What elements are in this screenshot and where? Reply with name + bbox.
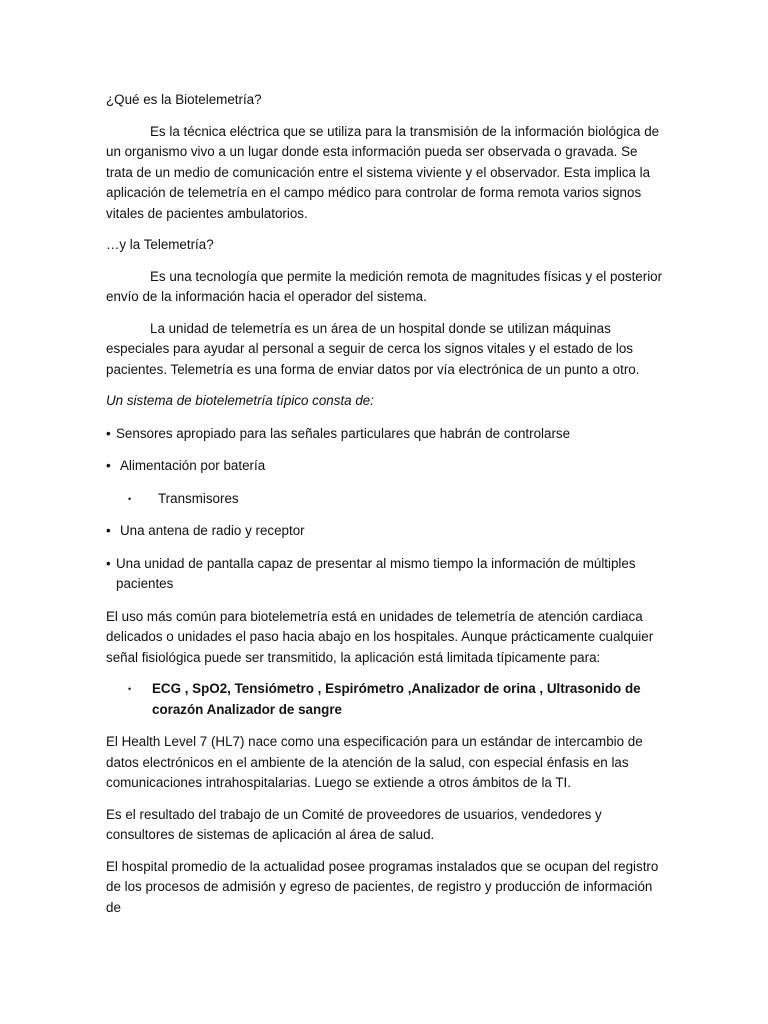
- paragraph-hospital: El hospital promedio de la actualidad posee programas instalados que se ocupan del registro de los procesos de admisión y egreso de pacientes, de registro y producción de información de: [106, 858, 659, 915]
- list-item-text: Alimentación por batería: [120, 458, 266, 473]
- list-item-text: Una unidad de pantalla capaz de presentar al mismo tiempo la información de múltiples pacientes: [116, 555, 636, 591]
- list-item: [106, 456, 666, 477]
- list-item: [106, 489, 666, 510]
- list-item: [106, 554, 666, 595]
- bullet-icon: •: [106, 555, 111, 571]
- list-item: [106, 424, 666, 445]
- question-telemetria: …y la Telemetría?: [106, 237, 214, 252]
- list-item: [106, 679, 666, 720]
- paragraph-committee: Es el resultado del trabajo de un Comité de proveedores de usuarios, vendedores y consultores de sistemas de aplicación al área de salud.: [106, 806, 602, 842]
- list-heading: Un sistema de biotelemetría típico consta de:: [106, 393, 374, 408]
- list-item-text: ECG , SpO2, Tensiómetro , Espirómetro ,Analizador de orina , Ultrasonido de corazón Analizador de sangre: [152, 681, 641, 717]
- list-item-text: Transmisores: [158, 490, 239, 506]
- list-item-text: Una antena de radio y receptor: [120, 523, 305, 538]
- paragraph-biotelemetria-definition: Es la técnica eléctrica que se utiliza para la transmisión de la información biológica de un organismo vivo a un lugar donde esta información pueda ser observada o gravada. Se trata de un medio de comunicación entre el sistema viviente y el observador. Esta implica la aplicación de telemetría en el campo médico para controlar de forma remota varios signos vitales de pacientes ambulatorios.: [106, 123, 660, 221]
- paragraph-telemetry-unit: La unidad de telemetría es un área de un hospital donde se utilizan máquinas especiales para ayudar al personal a seguir de cerca los signos vitales y el estado de los pacientes. Telemetría es una forma de enviar datos por vía electrónica de un punto a otro.: [106, 320, 640, 377]
- bullet-icon: •: [106, 458, 111, 473]
- paragraph-hl7: El Health Level 7 (HL7) nace como una especificación para un estándar de intercambio de datos electrónicos en el ambiente de la atención de la salud, con especial énfasis en las comunicaciones intrahospitalarias. Luego se extiende a otros ámbitos de la TI.: [106, 734, 643, 790]
- paragraph-common-use: El uso más común para biotelemetría está en unidades de telemetría de atención cardiaca delicados o unidades el paso hacia abajo en los hospitales. Aunque prácticamente cualquier señal fisiológica puede ser transmitido, la aplicación está limitada típicamente para:: [106, 608, 654, 665]
- list-item: [106, 521, 666, 542]
- paragraph-telemetria-definition: Es una tecnología que permite la medición remota de magnitudes físicas y el posterior envío de la información hacia el operador del sistema.: [106, 268, 663, 304]
- bullet-icon: •: [128, 493, 132, 504]
- bullet-icon: •: [106, 425, 111, 441]
- bullet-icon: •: [128, 684, 132, 694]
- document-body: [106, 90, 666, 929]
- list-item-text: Sensores apropiado para las señales particulares que habrán de controlarse: [116, 425, 571, 441]
- bullet-icon: •: [106, 523, 111, 538]
- question-biotelemetria: ¿Qué es la Biotelemetría?: [106, 92, 262, 107]
